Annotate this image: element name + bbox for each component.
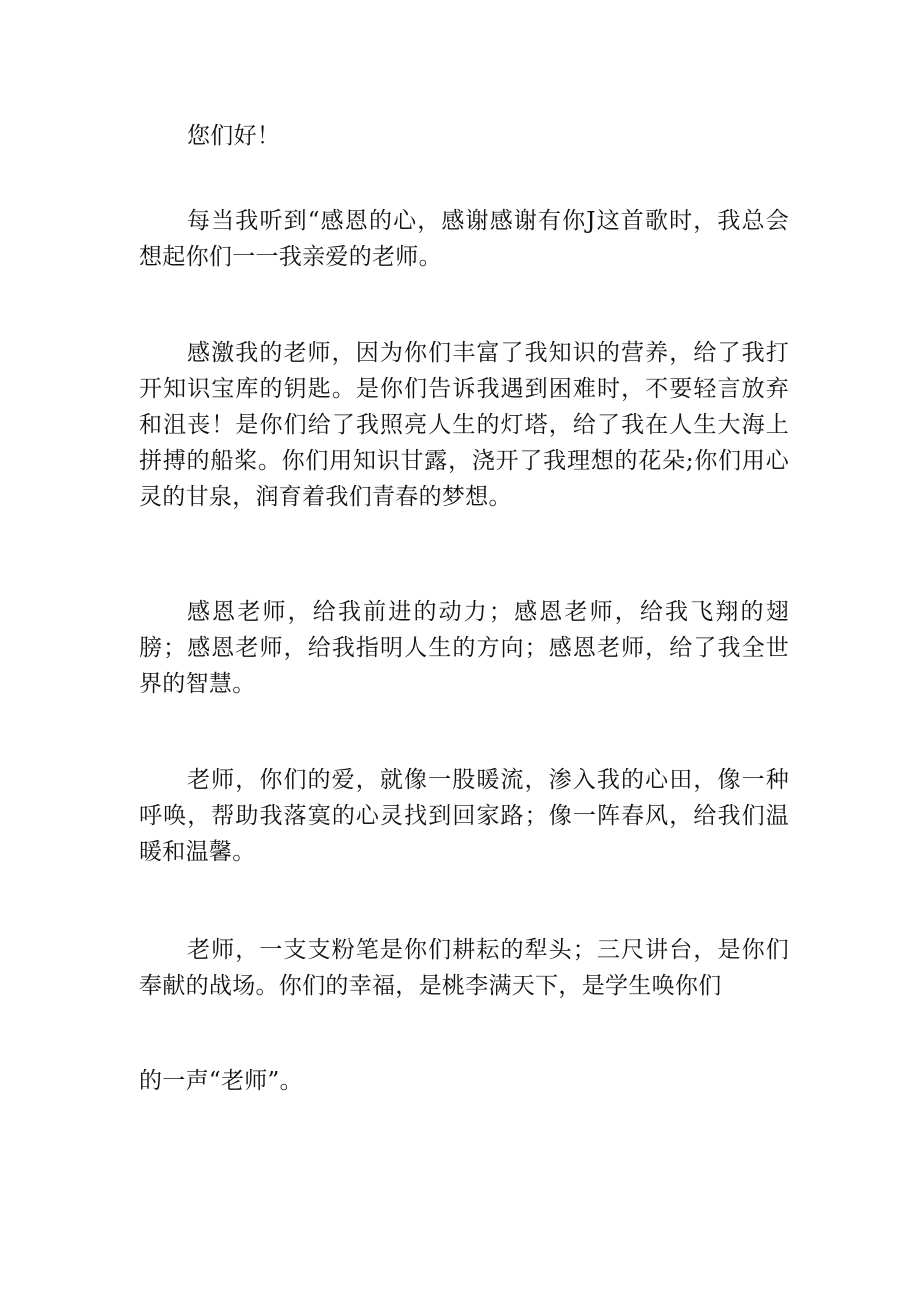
song-paragraph: 每当我听到“感恩的心，感谢感谢有你J这首歌时，我总会想起你们一一我亲爱的老师。 <box>139 208 789 270</box>
greeting-paragraph: 您们好！ <box>187 123 281 149</box>
gratitude-paragraph: 感激我的老师，因为你们丰富了我知识的营养，给了我打开知识宝库的钥匙。是你们告诉我遇到困难时，不要轻言放弃和沮丧！是你们给了我照亮人生的灯塔，给了我在人生大海上拼搏的船桨。你们用知识甘露，浇开了我理想的花朵;你们用心灵的甘泉，润育着我们青春的梦想。 <box>139 340 789 510</box>
teacher-love-paragraph: 老师，你们的爱，就像一股暖流，渗入我的心田，像一种呼唤，帮助我落寞的心灵找到回家路；像一阵春风，给我们温暖和温馨。 <box>139 767 789 865</box>
chalk-paragraph: 老师，一支支粉笔是你们耕耘的犁头；三尺讲台，是你们奉献的战场。你们的幸福，是桃李满天下，是学生唤你们 <box>139 937 789 999</box>
closing-line: 的一声“老师”。 <box>139 1068 303 1094</box>
thanks-teacher-paragraph: 感恩老师，给我前进的动力；感恩老师，给我飞翔的翅膀；感恩老师，给我指明人生的方向；感恩老师，给了我全世界的智慧。 <box>139 599 789 697</box>
